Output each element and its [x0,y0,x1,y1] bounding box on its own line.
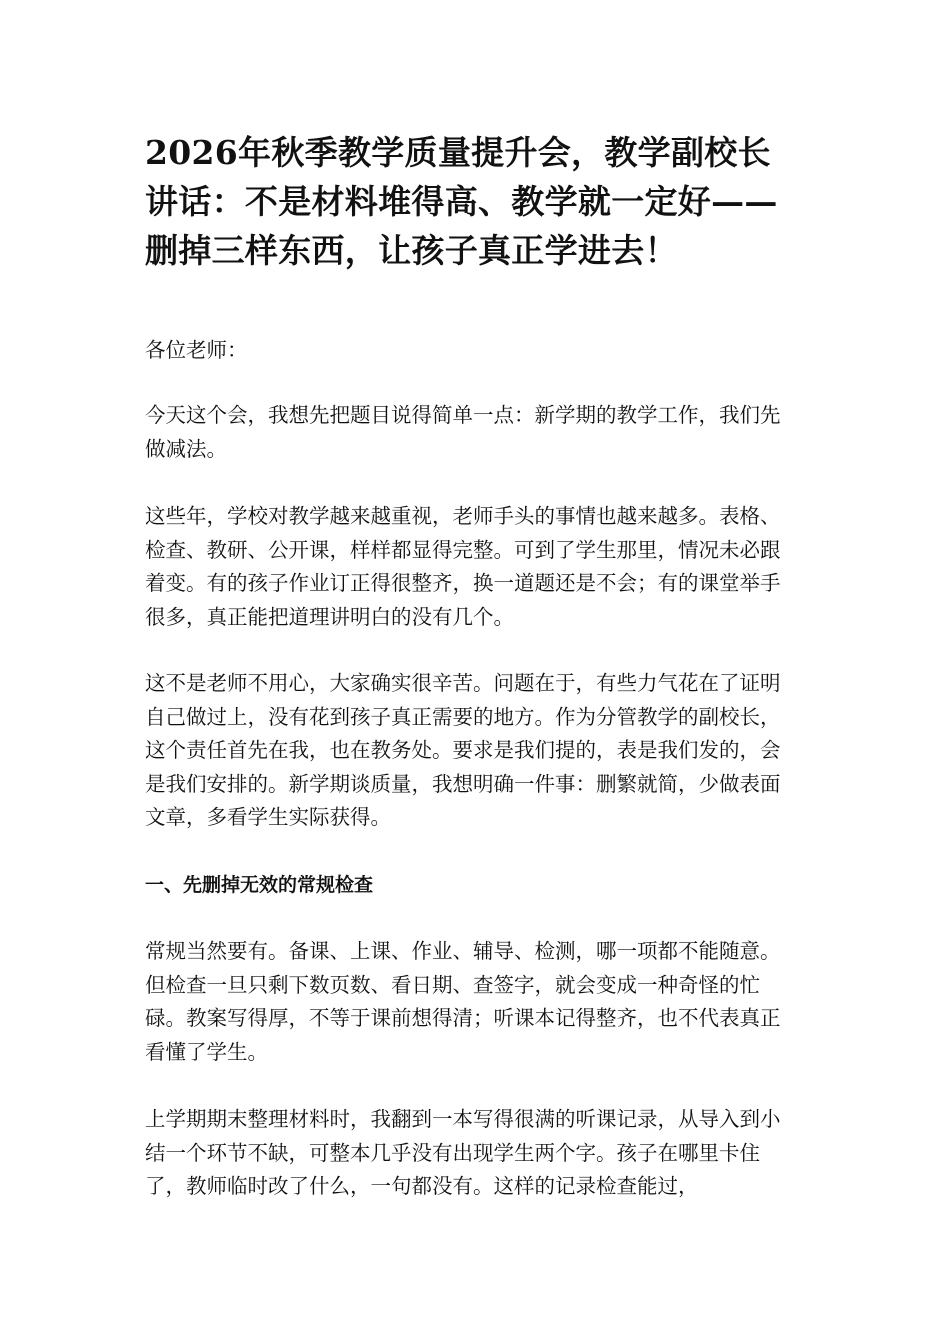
document-title: 2026年秋季教学质量提升会，教学副校长讲话：不是材料堆得高、教学就一定好——删掉三样东西，让孩子真正学进去！ [145,133,778,270]
paragraph-observation-record: 上学期期末整理材料时，我翻到一本写得很满的听课记录，从导入到小结一个环节不缺，可整本几乎没有出现学生两个字。孩子在哪里卡住了，教师临时改了什么，一句都没有。这样的记录检查能过， [145,1107,781,1198]
greeting: 各位老师： [145,338,248,362]
paragraph-intro: 今天这个会，我想先把题目说得简单一点：新学期的教学工作，我们先做减法。 [145,403,781,461]
section-heading-1: 一、先删掉无效的常规检查 [145,874,374,896]
paragraph-background: 这些年，学校对教学越来越重视，老师手头的事情也越来越多。表格、检查、教研、公开课，样样都显得完整。可到了学生那里，情况未必跟着变。有的孩子作业订正得很整齐，换一道题还是不会；有的课堂举手很多，真正能把道理讲明白的没有几个。 [145,504,781,629]
paragraph-routine-checks: 常规当然要有。备课、上课、作业、辅导、检测，哪一项都不能随意。但检查一旦只剩下数页数、看日期、查签字，就会变成一种奇怪的忙碌。教案写得厚，不等于课前想得清；听课本记得整齐，也不代表真正看懂了学生。 [145,939,781,1064]
paragraph-responsibility: 这不是老师不用心，大家确实很辛苦。问题在于，有些力气花在了证明自己做过上，没有花到孩子真正需要的地方。作为分管教学的副校长，这个责任首先在我，也在教务处。要求是我们提的，表是我们发的，会是我们安排的。新学期谈质量，我想明确一件事：删繁就简，少做表面文章，多看学生实际获得。 [145,671,781,829]
